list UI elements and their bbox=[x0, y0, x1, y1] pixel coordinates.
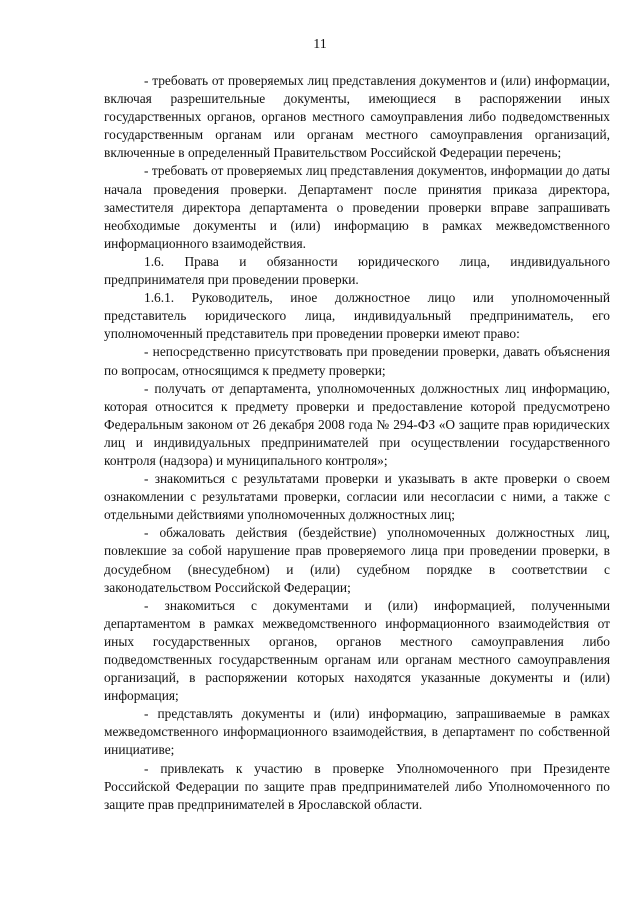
section-1-6-1: 1.6.1. Руководитель, иное должностное лицо или уполномоченный представитель юридического лица, индивидуальный предприниматель, его уполномоченный представитель при проведении проверки имеют право: bbox=[104, 290, 610, 342]
paragraph-request-before-inspection: - требовать от проверяемых лиц представления документов, информации до даты начала проведения проверки. Департамент после принятия приказа директора, заместителя директора департамента о проведении проверки вправе запрашивать необходимые документы и (или) информацию в рамках межведомственного информационного взаимодействия. bbox=[104, 163, 610, 251]
right-receive-information: - получать от департамента, уполномоченных должностных лиц информацию, которая относится к предмету проверки и предоставление которой предусмотрено Федеральным законом от 26 декабря 2008 года № 294-ФЗ «О защите прав юридических лиц и индивидуальных предпринимателей при осуществлении государственного контроля (надзора) и муниципального контроля»; bbox=[104, 380, 610, 468]
paragraph-request-documents: - требовать от проверяемых лиц представления документов и (или) информации, включая разрешительные документы, имеющиеся в распоряжении иных государственных органов, органов местного самоуправления либо подведомственных государственным органам или органам местного самоуправления организаций, включенные в определенный Правительством Российской Федерации перечень; bbox=[104, 73, 610, 161]
right-submit-documents: - представлять документы и (или) информацию, запрашиваемые в рамках межведомственного информационного взаимодействия, в департамент по собственной инициативе; bbox=[104, 706, 610, 758]
right-involve-ombudsman: - привлекать к участию в проверке Уполномоченного при Президенте Российской Федерации по защите прав предпринимателей либо Уполномоченного по защите прав предпринимателей в Ярославской области. bbox=[104, 760, 610, 812]
right-appeal-actions: - обжаловать действия (бездействие) уполномоченных должностных лиц, повлекшие за собой нарушение прав проверяемого лица при проведении проверки, в досудебном (внесудебном) и (или) судебном порядке в соответствии с законодательством Российской Федерации; bbox=[104, 525, 610, 595]
right-be-present: - непосредственно присутствовать при проведении проверки, давать объяснения по вопросам, относящимся к предмету проверки; bbox=[104, 344, 610, 378]
page-number: 11 bbox=[313, 37, 327, 52]
right-review-results: - знакомиться с результатами проверки и указывать в акте проверки о своем ознакомлении с результатами проверки, согласии или несогласии с ними, а также с отдельными действиями уполномоченных должностных лиц; bbox=[104, 471, 610, 523]
right-review-documents: - знакомиться с документами и (или) информацией, полученными департаментом в рамках межведомственного информационного взаимодействия от иных государственных органов, органов местного самоуправления либо подведомственных государственным органам или органам местного самоуправления организаций, в распоряжении которых находятся указанные документы и (или) информация; bbox=[104, 597, 610, 704]
section-heading-1-6: 1.6. Права и обязанности юридического лица, индивидуального предпринимателя при проведении проверки. bbox=[104, 253, 610, 288]
document-body bbox=[104, 72, 610, 814]
